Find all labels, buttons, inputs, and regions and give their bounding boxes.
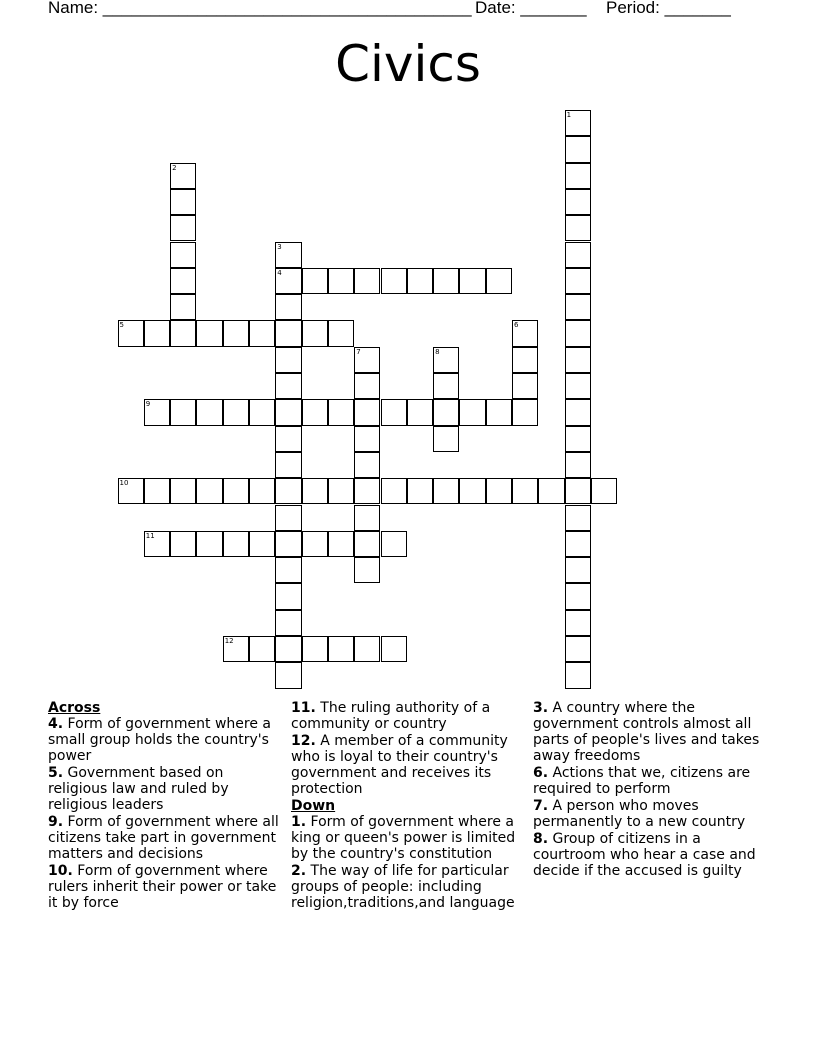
grid-cell[interactable] [196, 399, 222, 425]
grid-cell[interactable] [565, 136, 591, 162]
grid-cell[interactable] [407, 268, 433, 294]
grid-cell[interactable] [565, 347, 591, 373]
grid-cell[interactable] [354, 399, 380, 425]
grid-cell[interactable] [433, 478, 459, 504]
clue-number: 3 [277, 242, 282, 251]
grid-cell[interactable] [354, 373, 380, 399]
grid-cell[interactable] [249, 399, 275, 425]
grid-cell[interactable] [354, 452, 380, 478]
grid-cell[interactable] [565, 373, 591, 399]
grid-cell[interactable] [486, 268, 512, 294]
grid-cell[interactable] [170, 189, 196, 215]
grid-cell[interactable] [275, 478, 301, 504]
grid-cell[interactable] [538, 478, 564, 504]
clue-number: 7 [356, 347, 361, 356]
grid-cell[interactable] [381, 478, 407, 504]
grid-cell[interactable] [170, 268, 196, 294]
grid-cell[interactable] [354, 531, 380, 557]
period-field[interactable]: Period: _______ [606, 0, 731, 17]
grid-cell[interactable] [354, 478, 380, 504]
clue-number: 1 [566, 111, 572, 119]
grid-cell[interactable] [565, 320, 591, 346]
grid-cell[interactable] [381, 399, 407, 425]
grid-cell[interactable] [565, 268, 591, 294]
grid-cell[interactable] [170, 163, 196, 189]
grid-cell[interactable] [591, 478, 617, 504]
clue-number: 8 [435, 347, 440, 356]
grid-cell[interactable] [170, 320, 196, 346]
grid-cell[interactable] [118, 478, 144, 504]
clue-number: 2 [172, 163, 177, 172]
grid-cell[interactable] [512, 399, 538, 425]
grid-cell[interactable] [144, 478, 170, 504]
grid-cell[interactable] [565, 636, 591, 662]
grid-cell[interactable] [407, 478, 433, 504]
grid-cell[interactable] [433, 426, 459, 452]
clue-number: 11 [145, 531, 155, 540]
clue-across-9: 9. Form of government where all citizens take part in government matters and decisions [48, 814, 279, 862]
grid-cell[interactable] [354, 636, 380, 662]
grid-cell[interactable] [486, 399, 512, 425]
grid-cell[interactable] [170, 531, 196, 557]
across-heading: Across [48, 700, 101, 716]
grid-cell[interactable] [512, 320, 538, 346]
clue-down-2: 2. The way of life for particular groups of people: including religion,traditions,and language [291, 863, 515, 911]
grid-cell[interactable] [170, 294, 196, 320]
grid-cell[interactable] [328, 399, 354, 425]
down-heading: Down [291, 798, 336, 814]
date-field[interactable]: Date: _______ [475, 0, 587, 17]
clue-number: 10 [119, 479, 129, 488]
grid-cell[interactable] [565, 505, 591, 531]
grid-cell[interactable] [565, 557, 591, 583]
grid-cell[interactable] [275, 531, 301, 557]
grid-cell[interactable] [275, 610, 301, 636]
grid-cell[interactable] [302, 478, 328, 504]
grid-cell[interactable] [565, 583, 591, 609]
page-title: Civics [335, 35, 481, 93]
grid-cell[interactable] [249, 531, 275, 557]
clue-number: 12 [224, 637, 234, 645]
clue-down-1: 1. Form of government where a king or queen's power is limited by the country's constitution [291, 814, 516, 862]
grid-cell[interactable] [275, 557, 301, 583]
clue-across-11: 11. The ruling authority of a community or country [291, 700, 491, 732]
grid-cell[interactable] [512, 478, 538, 504]
grid-cell[interactable] [275, 636, 301, 662]
grid-cell[interactable] [223, 320, 249, 346]
grid-cell[interactable] [565, 215, 591, 241]
grid-cell[interactable] [223, 531, 249, 557]
grid-cell[interactable] [486, 478, 512, 504]
clue-down-3: 3. A country where the government controls almost all parts of people's lives and takes away freedoms [533, 700, 760, 764]
grid-cell[interactable] [512, 347, 538, 373]
grid-cell[interactable] [170, 478, 196, 504]
clues-column-3 [533, 700, 769, 880]
grid-cell[interactable] [565, 242, 591, 268]
clue-across-10: 10. Form of government where rulers inherit their power or take it by force [48, 863, 277, 911]
clue-across-4: 4. Form of government where a small group holds the country's power [48, 716, 272, 764]
grid-cell[interactable] [565, 531, 591, 557]
grid-cell[interactable] [433, 399, 459, 425]
grid-cell[interactable] [275, 452, 301, 478]
grid-cell[interactable] [565, 662, 591, 688]
clues-column-1 [48, 700, 284, 912]
grid-cell[interactable] [459, 268, 485, 294]
grid-cell[interactable] [144, 399, 170, 425]
grid-cell[interactable] [512, 373, 538, 399]
grid-cell[interactable] [275, 583, 301, 609]
grid-cell[interactable] [275, 347, 301, 373]
grid-cell[interactable] [565, 110, 591, 136]
clues-column-2 [291, 700, 527, 912]
grid-cell[interactable] [433, 268, 459, 294]
grid-cell[interactable] [196, 320, 222, 346]
grid-cell[interactable] [565, 426, 591, 452]
grid-cell[interactable] [354, 557, 380, 583]
grid-cell[interactable] [302, 268, 328, 294]
grid-cell[interactable] [354, 347, 380, 373]
grid-cell[interactable] [354, 268, 380, 294]
grid-cell[interactable] [354, 505, 380, 531]
grid-cell[interactable] [328, 478, 354, 504]
grid-cell[interactable] [118, 320, 144, 346]
grid-cell[interactable] [275, 242, 301, 268]
grid-cell[interactable] [565, 452, 591, 478]
clue-number: 9 [145, 400, 151, 409]
clue-across-5: 5. Government based on religious law and ruled by religious leaders [48, 765, 229, 813]
grid-cell[interactable] [433, 347, 459, 373]
grid-cell[interactable] [565, 610, 591, 636]
grid-cell[interactable] [328, 268, 354, 294]
clue-across-12: 12. A member of a community who is loyal to their country's government and receives its protection [291, 733, 508, 797]
grid-cell[interactable] [249, 636, 275, 662]
grid-cell[interactable] [170, 399, 196, 425]
grid-cell[interactable] [170, 215, 196, 241]
clue-down-8: 8. Group of citizens in a courtroom who hear a case and decide if the accused is guilty [533, 831, 756, 879]
grid-cell[interactable] [144, 531, 170, 557]
grid-cell[interactable] [223, 478, 249, 504]
grid-cell[interactable] [328, 636, 354, 662]
grid-cell[interactable] [565, 399, 591, 425]
clue-down-7: 7. A person who moves permanently to a new country [533, 798, 746, 830]
grid-cell[interactable] [196, 478, 222, 504]
grid-cell[interactable] [565, 478, 591, 504]
grid-cell[interactable] [275, 505, 301, 531]
grid-cell[interactable] [302, 636, 328, 662]
grid-cell[interactable] [459, 478, 485, 504]
grid-cell[interactable] [328, 320, 354, 346]
grid-cell[interactable] [249, 320, 275, 346]
grid-cell[interactable] [565, 189, 591, 215]
grid-cell[interactable] [275, 399, 301, 425]
grid-cell[interactable] [196, 531, 222, 557]
grid-cell[interactable] [565, 163, 591, 189]
grid-cell[interactable] [407, 399, 433, 425]
grid-cell[interactable] [275, 662, 301, 688]
grid-cell[interactable] [459, 399, 485, 425]
grid-cell[interactable] [170, 242, 196, 268]
grid-cell[interactable] [354, 426, 380, 452]
grid-cell[interactable] [223, 636, 249, 662]
name-field[interactable]: Name: _______________________________________ [48, 0, 472, 17]
grid-cell[interactable] [144, 320, 170, 346]
clue-down-6: 6. Actions that we, citizens are required to perform [533, 765, 751, 797]
grid-cell[interactable] [381, 268, 407, 294]
grid-cell[interactable] [302, 399, 328, 425]
grid-cell[interactable] [302, 320, 328, 346]
grid-cell[interactable] [275, 426, 301, 452]
clue-number: 6 [514, 321, 519, 330]
grid-cell[interactable] [381, 636, 407, 662]
grid-cell[interactable] [275, 268, 301, 294]
grid-cell[interactable] [433, 373, 459, 399]
clue-number: 4 [277, 268, 282, 277]
grid-cell[interactable] [328, 531, 354, 557]
grid-cell[interactable] [223, 399, 249, 425]
grid-cell[interactable] [381, 531, 407, 557]
grid-cell[interactable] [275, 373, 301, 399]
clue-number: 5 [119, 321, 124, 330]
grid-cell[interactable] [302, 531, 328, 557]
grid-cell[interactable] [275, 294, 301, 320]
grid-cell[interactable] [275, 320, 301, 346]
grid-cell[interactable] [249, 478, 275, 504]
grid-cell[interactable] [565, 294, 591, 320]
